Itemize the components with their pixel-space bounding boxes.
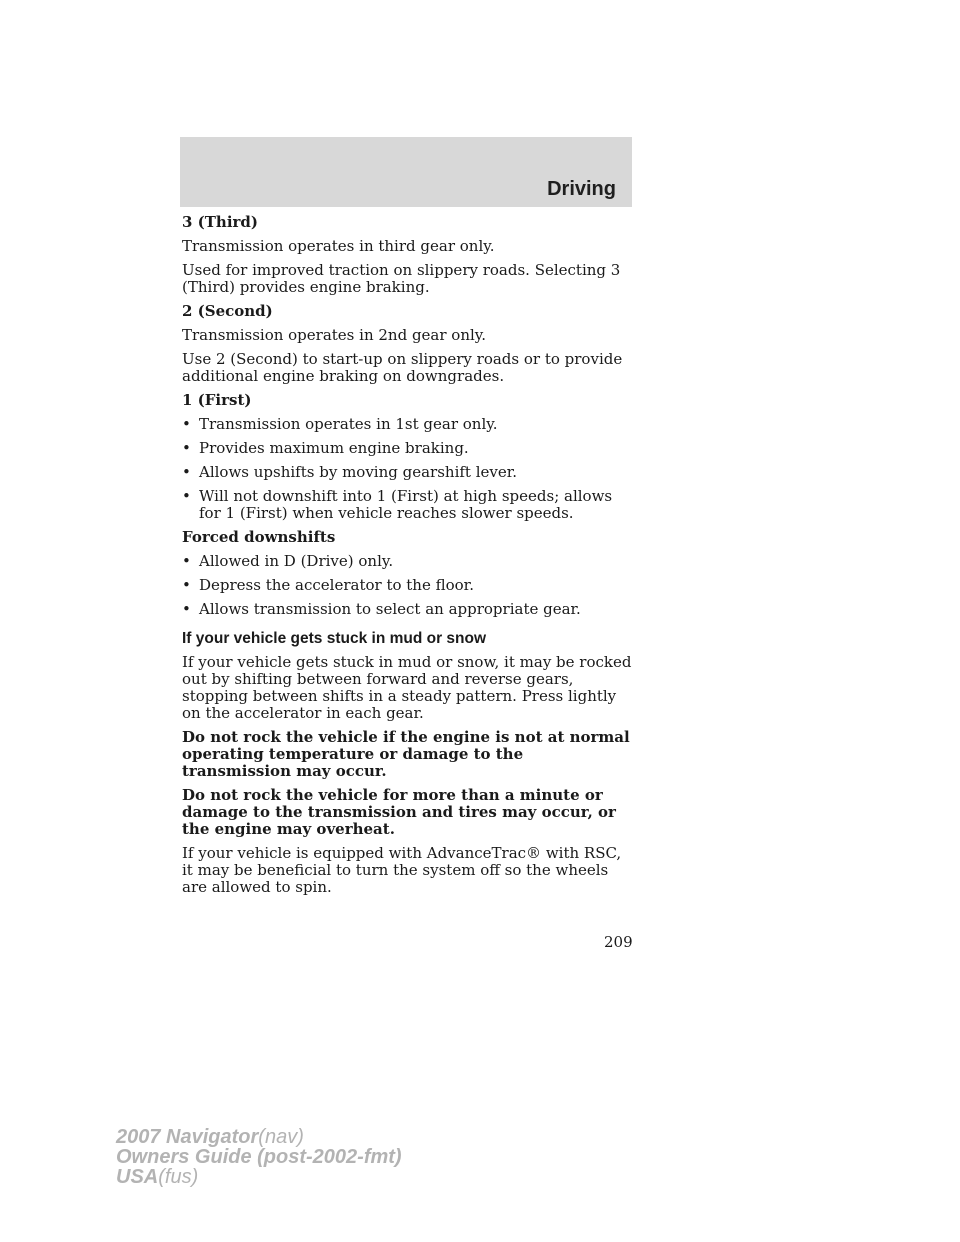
page-number: 209	[604, 933, 633, 951]
warning-1: Do not rock the vehicle if the engine is not at normal operating temperature or damage to the transmission may occur.	[182, 728, 630, 780]
list-item: • Transmission operates in 1st gear only.	[182, 415, 498, 433]
third-text-1: Transmission operates in third gear only.	[182, 237, 495, 255]
list-item: • Allowed in D (Drive) only.	[182, 552, 394, 570]
bullet-icon: •	[182, 552, 191, 570]
document-footer	[116, 1127, 402, 1187]
stuck-heading: If your vehicle gets stuck in mud or snow	[182, 630, 487, 647]
third-heading: 3 (Third)	[182, 213, 259, 231]
section-title: Driving	[547, 178, 616, 200]
footer-line-3: USA(fus)	[116, 1166, 199, 1188]
list-item: • Provides maximum engine braking.	[182, 439, 469, 457]
first-heading: 1 (First)	[182, 391, 252, 409]
bullet-icon: •	[182, 600, 191, 618]
third-text-2: Used for improved traction on slippery roads. Selecting 3 (Third) provides engine braking.	[182, 261, 621, 296]
bullet-icon: •	[182, 576, 191, 594]
bullet-icon: •	[182, 463, 191, 481]
list-item: • Allows upshifts by moving gearshift lever.	[182, 463, 518, 481]
second-heading: 2 (Second)	[182, 302, 273, 320]
footer-line-2: Owners Guide (post-2002-fmt)	[116, 1146, 402, 1168]
bullet-icon: •	[182, 487, 191, 505]
second-text-1: Transmission operates in 2nd gear only.	[182, 326, 487, 344]
list-item: • Will not downshift into 1 (First) at high speeds; allows for 1 (First) when vehicle reaches slower speeds.	[182, 487, 613, 522]
forced-heading: Forced downshifts	[182, 528, 336, 546]
page-content	[182, 214, 632, 903]
list-item: • Allows transmission to select an appropriate gear.	[182, 600, 581, 618]
footer-line-1: 2007 Navigator(nav)	[116, 1126, 304, 1148]
section-header-band	[180, 137, 632, 207]
second-text-2: Use 2 (Second) to start-up on slippery roads or to provide additional engine braking on downgrades.	[182, 350, 623, 385]
stuck-text-1: If your vehicle gets stuck in mud or snow, it may be rocked out by shifting between forward and reverse gears, stopping between shifts in a steady pattern. Press lightly on the accelerator in each gear.	[182, 653, 632, 722]
warning-2: Do not rock the vehicle for more than a minute or damage to the transmission and tires may occur, or the engine may overheat.	[182, 786, 616, 838]
bullet-icon: •	[182, 439, 191, 457]
bullet-icon: •	[182, 415, 191, 433]
stuck-text-2: If your vehicle is equipped with AdvanceTrac® with RSC, it may be beneficial to turn the system off so the wheels are allowed to spin.	[182, 844, 622, 896]
list-item: • Depress the accelerator to the floor.	[182, 576, 474, 594]
